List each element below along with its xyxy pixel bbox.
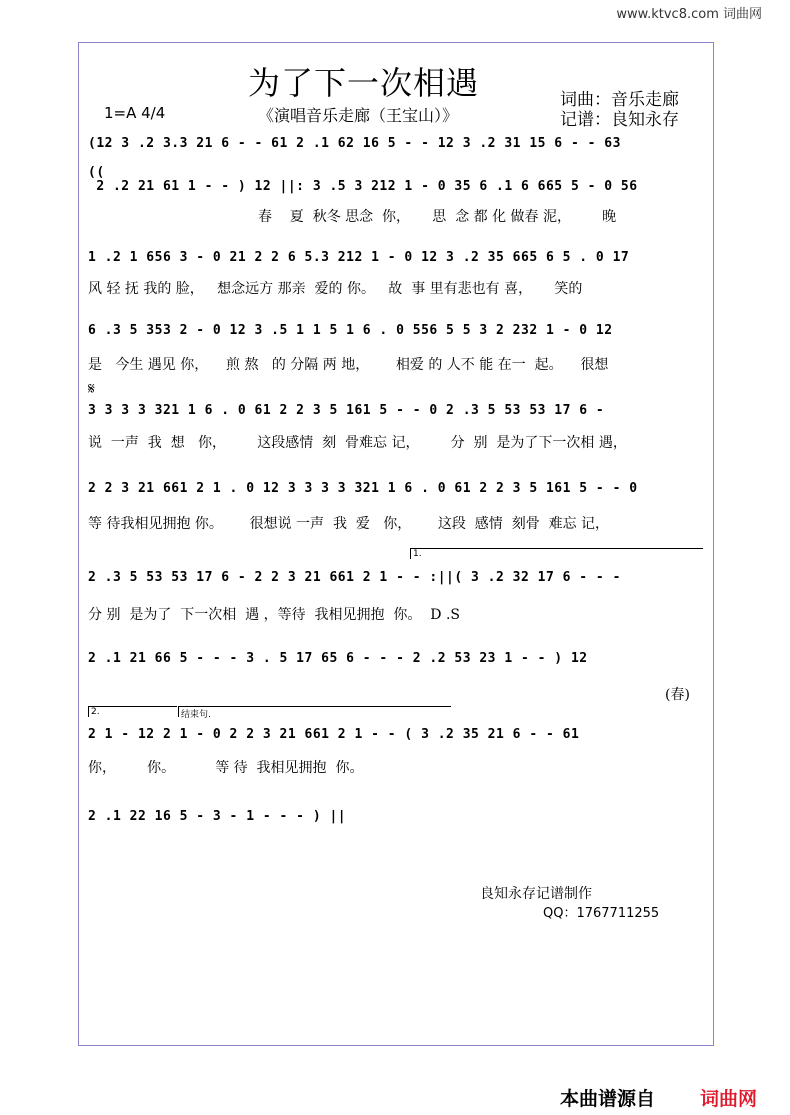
lyrics-line-3: 风 轻 抚 我的 脸， 想念远方 那亲 爱的 你。 故 事 里有悲也有 喜， 笑的 (88, 281, 583, 297)
notes-line-3: 1 .2 1 656 3 - 0 21 2 2 6 5.3 212 1 - 0 12 3 .2 35 665 6 5 . 0 17 (88, 250, 630, 265)
lyrics-line-8: (春) (665, 687, 690, 703)
qq-contact: QQ：1767711255 (543, 906, 660, 921)
lyrics-line-4: 是 今生 遇见 你， 煎 熬 的 分隔 两 地， 相爱 的 人不 能 在一 起。 很想 (88, 357, 609, 373)
site-url[interactable]: www.ktvc8.com 词曲网 (616, 7, 762, 22)
notes-line-5: 3 3 3 3 321 1 6 . 0 61 2 2 3 5 161 5 - - 0 2 .3 5 53 53 17 6 - (88, 403, 605, 418)
lyrics-line-9: 你， 你。 等 待 我相见拥抱 你。 (88, 760, 364, 776)
segno-sign: 𝄋 (88, 379, 95, 398)
volta-second-ending: 2. (88, 706, 177, 717)
credit-notation: 记谱：良知永存 (560, 110, 679, 130)
lyrics-line-5: 说 一声 我 想 你， 这段感情 刻 骨难忘 记， 分 别 是为了下一次相 遇， (88, 435, 627, 451)
lyrics-line-2: 春 夏 秋冬 思念 你， 思 念 都 化 做春 泥， 晚 (258, 209, 617, 225)
source-site-link[interactable]: 词曲网 (700, 1088, 758, 1110)
notes-line-6: 2 2 3 21 661 2 1 . 0 12 3 3 3 3 321 1 6 . 0 61 2 2 3 5 161 5 - - 0 (88, 481, 638, 496)
source-note: 《演唱音乐走廊（王宝山）》 (258, 106, 459, 125)
notes-line-7: 2 .3 5 53 53 17 6 - 2 2 3 21 661 2 1 - - :||( 3 .2 32 17 6 - - - (88, 570, 621, 585)
notes-line-1: (12 3 .2 3.3 21 6 - - 61 2 .1 62 16 5 - - 12 3 .2 31 15 6 - - 63 (88, 136, 621, 151)
volta-first-ending: 1. (410, 548, 703, 559)
source-label: 本曲谱源自 (560, 1088, 656, 1110)
lyrics-line-6: 等 待我相见拥抱 你。 很想说 一声 我 爱 你， 这段 感情 刻骨 难忘 记， (88, 516, 610, 532)
notation-maker: 良知永存记谱制作 (480, 886, 592, 902)
notes-line-4: 6 .3 5 353 2 - 0 12 3 .5 1 1 5 1 6 . 0 556 5 5 3 2 232 1 - 0 12 (88, 323, 613, 338)
notes-line-9: 2 1 - 12 2 1 - 0 2 2 3 21 661 2 1 - - ( 3 .2 35 21 6 - - 61 (88, 727, 580, 742)
lyrics-line-7: 分 别 是为了 下一次相 遇 ，等待 我相见拥抱 你。 D .S (88, 607, 461, 623)
volta-ending-phrase: 结束句. (178, 706, 451, 717)
notes-line-8: 2 .1 21 66 5 - - - 3 . 5 17 65 6 - - - 2 .2 53 23 1 - - ) 12 (88, 651, 588, 666)
notes-line-2: (( 2 .2 21 61 1 - - ) 12 ||: 3 .5 3 212 1 - 0 35 6 .1 6 665 5 - 0 56 (88, 165, 638, 194)
key-signature: 1=A 4/4 (104, 104, 166, 122)
credit-lyrics: 词曲：音乐走廊 (560, 90, 679, 110)
song-title: 为了下一次相遇 (248, 64, 480, 102)
notes-line-10: 2 .1 22 16 5 - 3 - 1 - - - ) || (88, 809, 347, 824)
